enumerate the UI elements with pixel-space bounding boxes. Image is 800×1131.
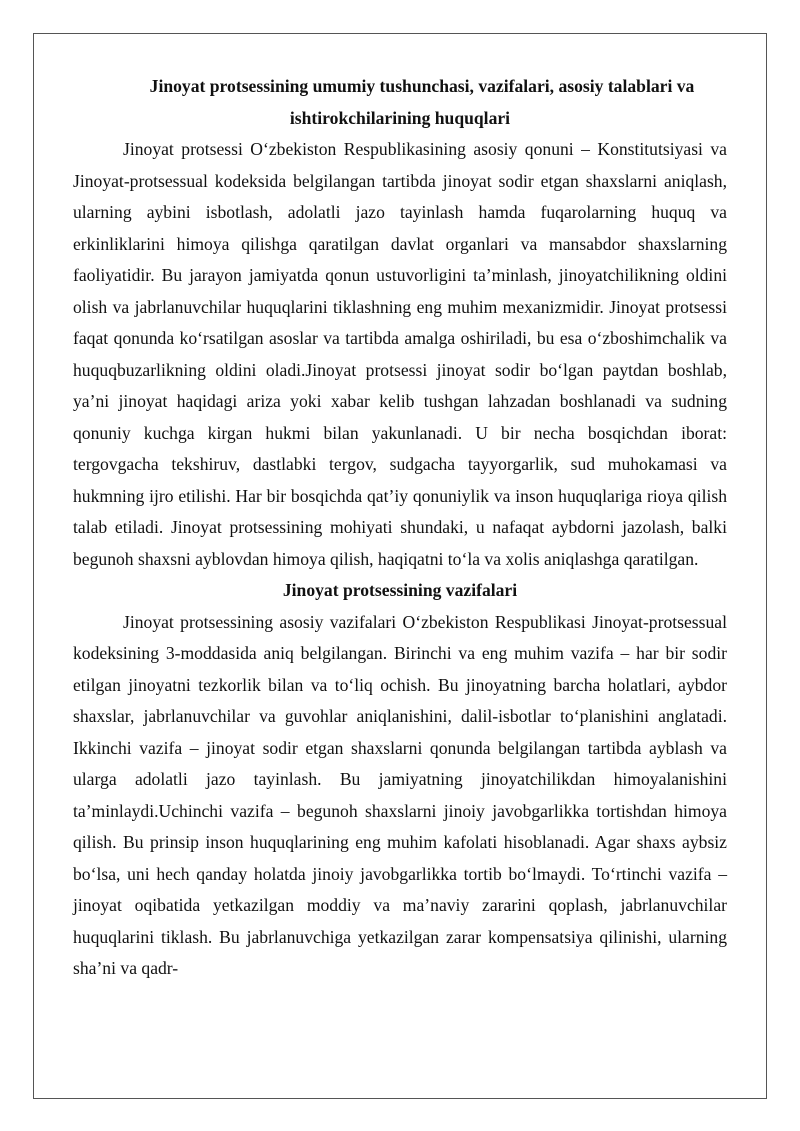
document-body — [73, 71, 727, 985]
document-title — [73, 71, 727, 134]
paragraph-introduction: Jinoyat protsessi O‘zbekiston Respublikasining asosiy qonuni – Konstitutsiyasi va Jinoyat-protsessual kodeksida belgilangan tartibda jinoyat sodir etgan shaxslarni aniqlash, ularning aybini isbotlash, adolatli jazo tayinlash hamda fuqarolarning huquq va erkinliklarini himoya qilishga qaratilgan davlat organlari va mansabdor shaxslarning faoliyatidir. Bu jarayon jamiyatda qonun ustuvorligini ta’minlash, jinoyatchilikning oldini olish va jabrlanuvchilar huquqlarini tiklashning eng muhim mexanizmidir. Jinoyat protsessi faqat qonunda ko‘rsatilgan asoslar va tartibda amalga oshiriladi, bu esa o‘zboshimchalik va huquqbuzarlikning oldini oladi.Jinoyat protsessi jinoyat sodir bo‘lgan paytdan boshlab, ya’ni jinoyat haqidagi ariza yoki xabar kelib tushgan lahzadan boshlanadi va sudning qonuniy kuchga kirgan hukmi bilan yakunlanadi. U bir necha bosqichdan iborat: tergovgacha tekshiruv, dastlabki tergov, sudgacha tayyorgarlik, sud muhokamasi va hukmning ijro etilishi. Har bir bosqichda qat’iy qonuniylik va inson huquqlariga rioya qilish talab etiladi. Jinoyat protsessining mohiyati shundaki, u nafaqat aybdorni jazolash, balki begunoh shaxsni ayblovdan himoya qilish, haqiqatni to‘la va xolis aniqlashga qaratilgan. — [73, 139, 727, 569]
title-line-2: ishtirokchilarining huquqlari — [289, 107, 511, 128]
section-heading: Jinoyat protsessining vazifalari — [282, 580, 518, 600]
title-line-1: Jinoyat protsessining umumiy tushunchasi, vazifalari, asosiy talablari va — [149, 76, 695, 96]
paragraph-tasks: Jinoyat protsessining asosiy vazifalari O‘zbekiston Respublikasi Jinoyat-protsessual kodeksining 3-moddasida aniq belgilangan. Birinchi va eng muhim vazifa – har bir sodir etilgan jinoyatni tezkorlik bilan va to‘liq ochish. Bu jinoyatning barcha holatlari, aybdor shaxslar, jabrlanuvchilar va guvohlar aniqlanishini, dalil-isbotlar to‘planishini anglatadi. Ikkinchi vazifa – jinoyat sodir etgan shaxslarni qonunda belgilangan tartibda ayblash va ularga adolatli jazo tayinlash. Bu jamiyatning jinoyatchilikdan himoyalanishini ta’minlaydi.Uchinchi vazifa – begunoh shaxslarni jinoiy javobgarlikka tortishdan himoya qilish. Bu prinsip inson huquqlarining eng muhim kafolati hisoblanadi. Agar shaxs aybsiz bo‘lsa, uni hech qanday holatda jinoiy javobgarlikka tortib bo‘lmaydi. To‘rtinchi vazifa – jinoyat oqibatida yetkazilgan moddiy va ma’naviy zararini qoplash, jabrlanuvchilar huquqlarini tiklash. Bu jabrlanuvchiga yetkazilgan zarar kompensatsiya qilinishi, ularning sha’ni va qadr- — [73, 611, 727, 978]
